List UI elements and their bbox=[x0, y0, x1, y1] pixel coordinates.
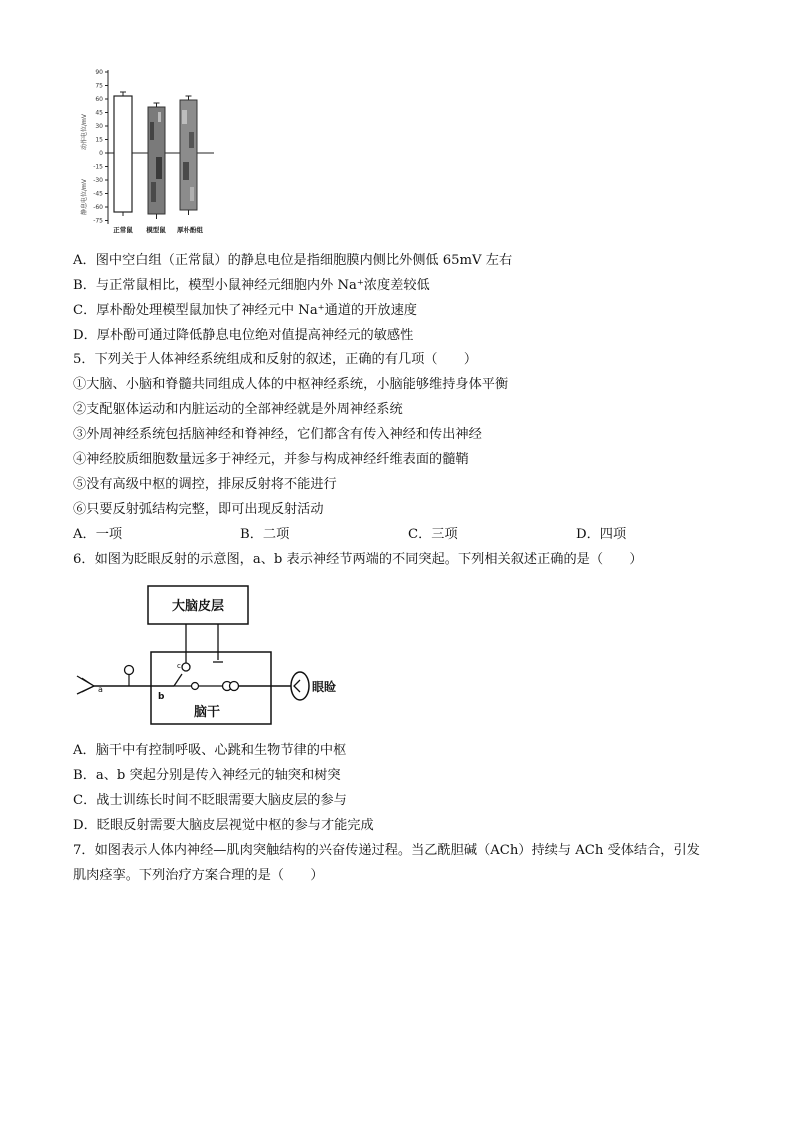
q6-option-d: D．眨眼反射需要大脑皮层视觉中枢的参与才能完成 bbox=[73, 818, 374, 833]
q5-item: ④神经胶质细胞数量远多于神经元，并参与构成神经纤维表面的髓鞘 bbox=[73, 452, 469, 467]
y-tick: -75 bbox=[93, 217, 103, 225]
q7-stem-line-2: 肌肉痉挛。下列治疗方案合理的是（ ） bbox=[73, 868, 324, 883]
q4-option-a: A．图中空白组（正常鼠）的静息电位是指细胞膜内侧比外侧低 65mV 左右 bbox=[73, 253, 513, 268]
y-tick: -15 bbox=[93, 163, 103, 171]
group-label: 模型鼠 bbox=[146, 226, 166, 234]
q5-options bbox=[73, 526, 693, 544]
q5-option-c: C．三项 bbox=[408, 527, 458, 542]
q5-option-b: B．二项 bbox=[240, 527, 290, 542]
q5-item: ⑥只要反射弧结构完整，即可出现反射活动 bbox=[73, 502, 324, 517]
y-tick: 0 bbox=[99, 150, 103, 157]
q4-option-d: D．厚朴酚可通过降低静息电位绝对值提高神经元的敏感性 bbox=[73, 328, 414, 343]
q5-item: ②支配躯体运动和内脏运动的全部神经就是外周神经系统 bbox=[73, 402, 403, 417]
q5-stem: 5．下列关于人体神经系统组成和反射的叙述，正确的有几项（ ） bbox=[73, 352, 478, 367]
bar-normal bbox=[114, 96, 132, 212]
y-tick: -60 bbox=[93, 204, 103, 211]
label-a: a bbox=[98, 685, 103, 694]
y-tick: 45 bbox=[95, 109, 103, 117]
q4-option-c: C．厚朴酚处理模型鼠加快了神经元中 Na⁺通道的开放速度 bbox=[73, 303, 417, 318]
blink-reflex-figure bbox=[72, 578, 342, 728]
eyelid-label: 眼睑 bbox=[312, 680, 337, 694]
y-tick: 90 bbox=[95, 69, 103, 76]
y-axis-label-resting: 静息电位/mV bbox=[81, 179, 88, 215]
y-axis-label-action: 动作电位/mV bbox=[81, 114, 88, 150]
cortex-label: 大脑皮层 bbox=[171, 599, 225, 614]
q6-stem: 6．如图为眨眼反射的示意图，a、b 表示神经节两端的不同突起。下列相关叙述正确的是（ ） bbox=[73, 552, 643, 567]
y-tick: 30 bbox=[95, 123, 103, 130]
y-tick: 60 bbox=[95, 96, 103, 103]
group-label: 厚朴酚组 bbox=[177, 226, 203, 234]
group-label: 正常鼠 bbox=[113, 226, 133, 234]
brainstem-label: 脑干 bbox=[193, 705, 221, 720]
y-tick: 75 bbox=[95, 82, 103, 90]
potential-bar-figure bbox=[72, 62, 232, 237]
q4-option-b: B．与正常鼠相比，模型小鼠神经元细胞内外 Na⁺浓度差较低 bbox=[73, 278, 430, 293]
q7-stem-line-1: 7．如图表示人体内神经—肌肉突触结构的兴奋传递过程。当乙酰胆碱（ACh）持续与 ACh 受体结合，引发 bbox=[73, 843, 700, 858]
q6-option-c: C．战士训练长时间不眨眼需要大脑皮层的参与 bbox=[73, 793, 347, 808]
q5-item: ①大脑、小脑和脊髓共同组成人体的中枢神经系统，小脑能够维持身体平衡 bbox=[73, 377, 509, 392]
q5-item: ⑤没有高级中枢的调控，排尿反射将不能进行 bbox=[73, 477, 337, 492]
q5-option-a: A．一项 bbox=[73, 527, 123, 542]
q5-option-d: D．四项 bbox=[576, 527, 627, 542]
label-b: b bbox=[158, 692, 165, 702]
svg-text:c: c bbox=[177, 662, 181, 670]
y-tick: -30 bbox=[93, 177, 103, 184]
y-tick: -45 bbox=[93, 190, 103, 198]
y-tick: 15 bbox=[95, 136, 103, 144]
q6-option-b: B．a、b 突起分别是传入神经元的轴突和树突 bbox=[73, 768, 341, 783]
q6-option-a: A．脑干中有控制呼吸、心跳和生物节律的中枢 bbox=[73, 743, 347, 758]
q5-item: ③外周神经系统包括脑神经和脊神经，它们都含有传入神经和传出神经 bbox=[73, 427, 482, 442]
